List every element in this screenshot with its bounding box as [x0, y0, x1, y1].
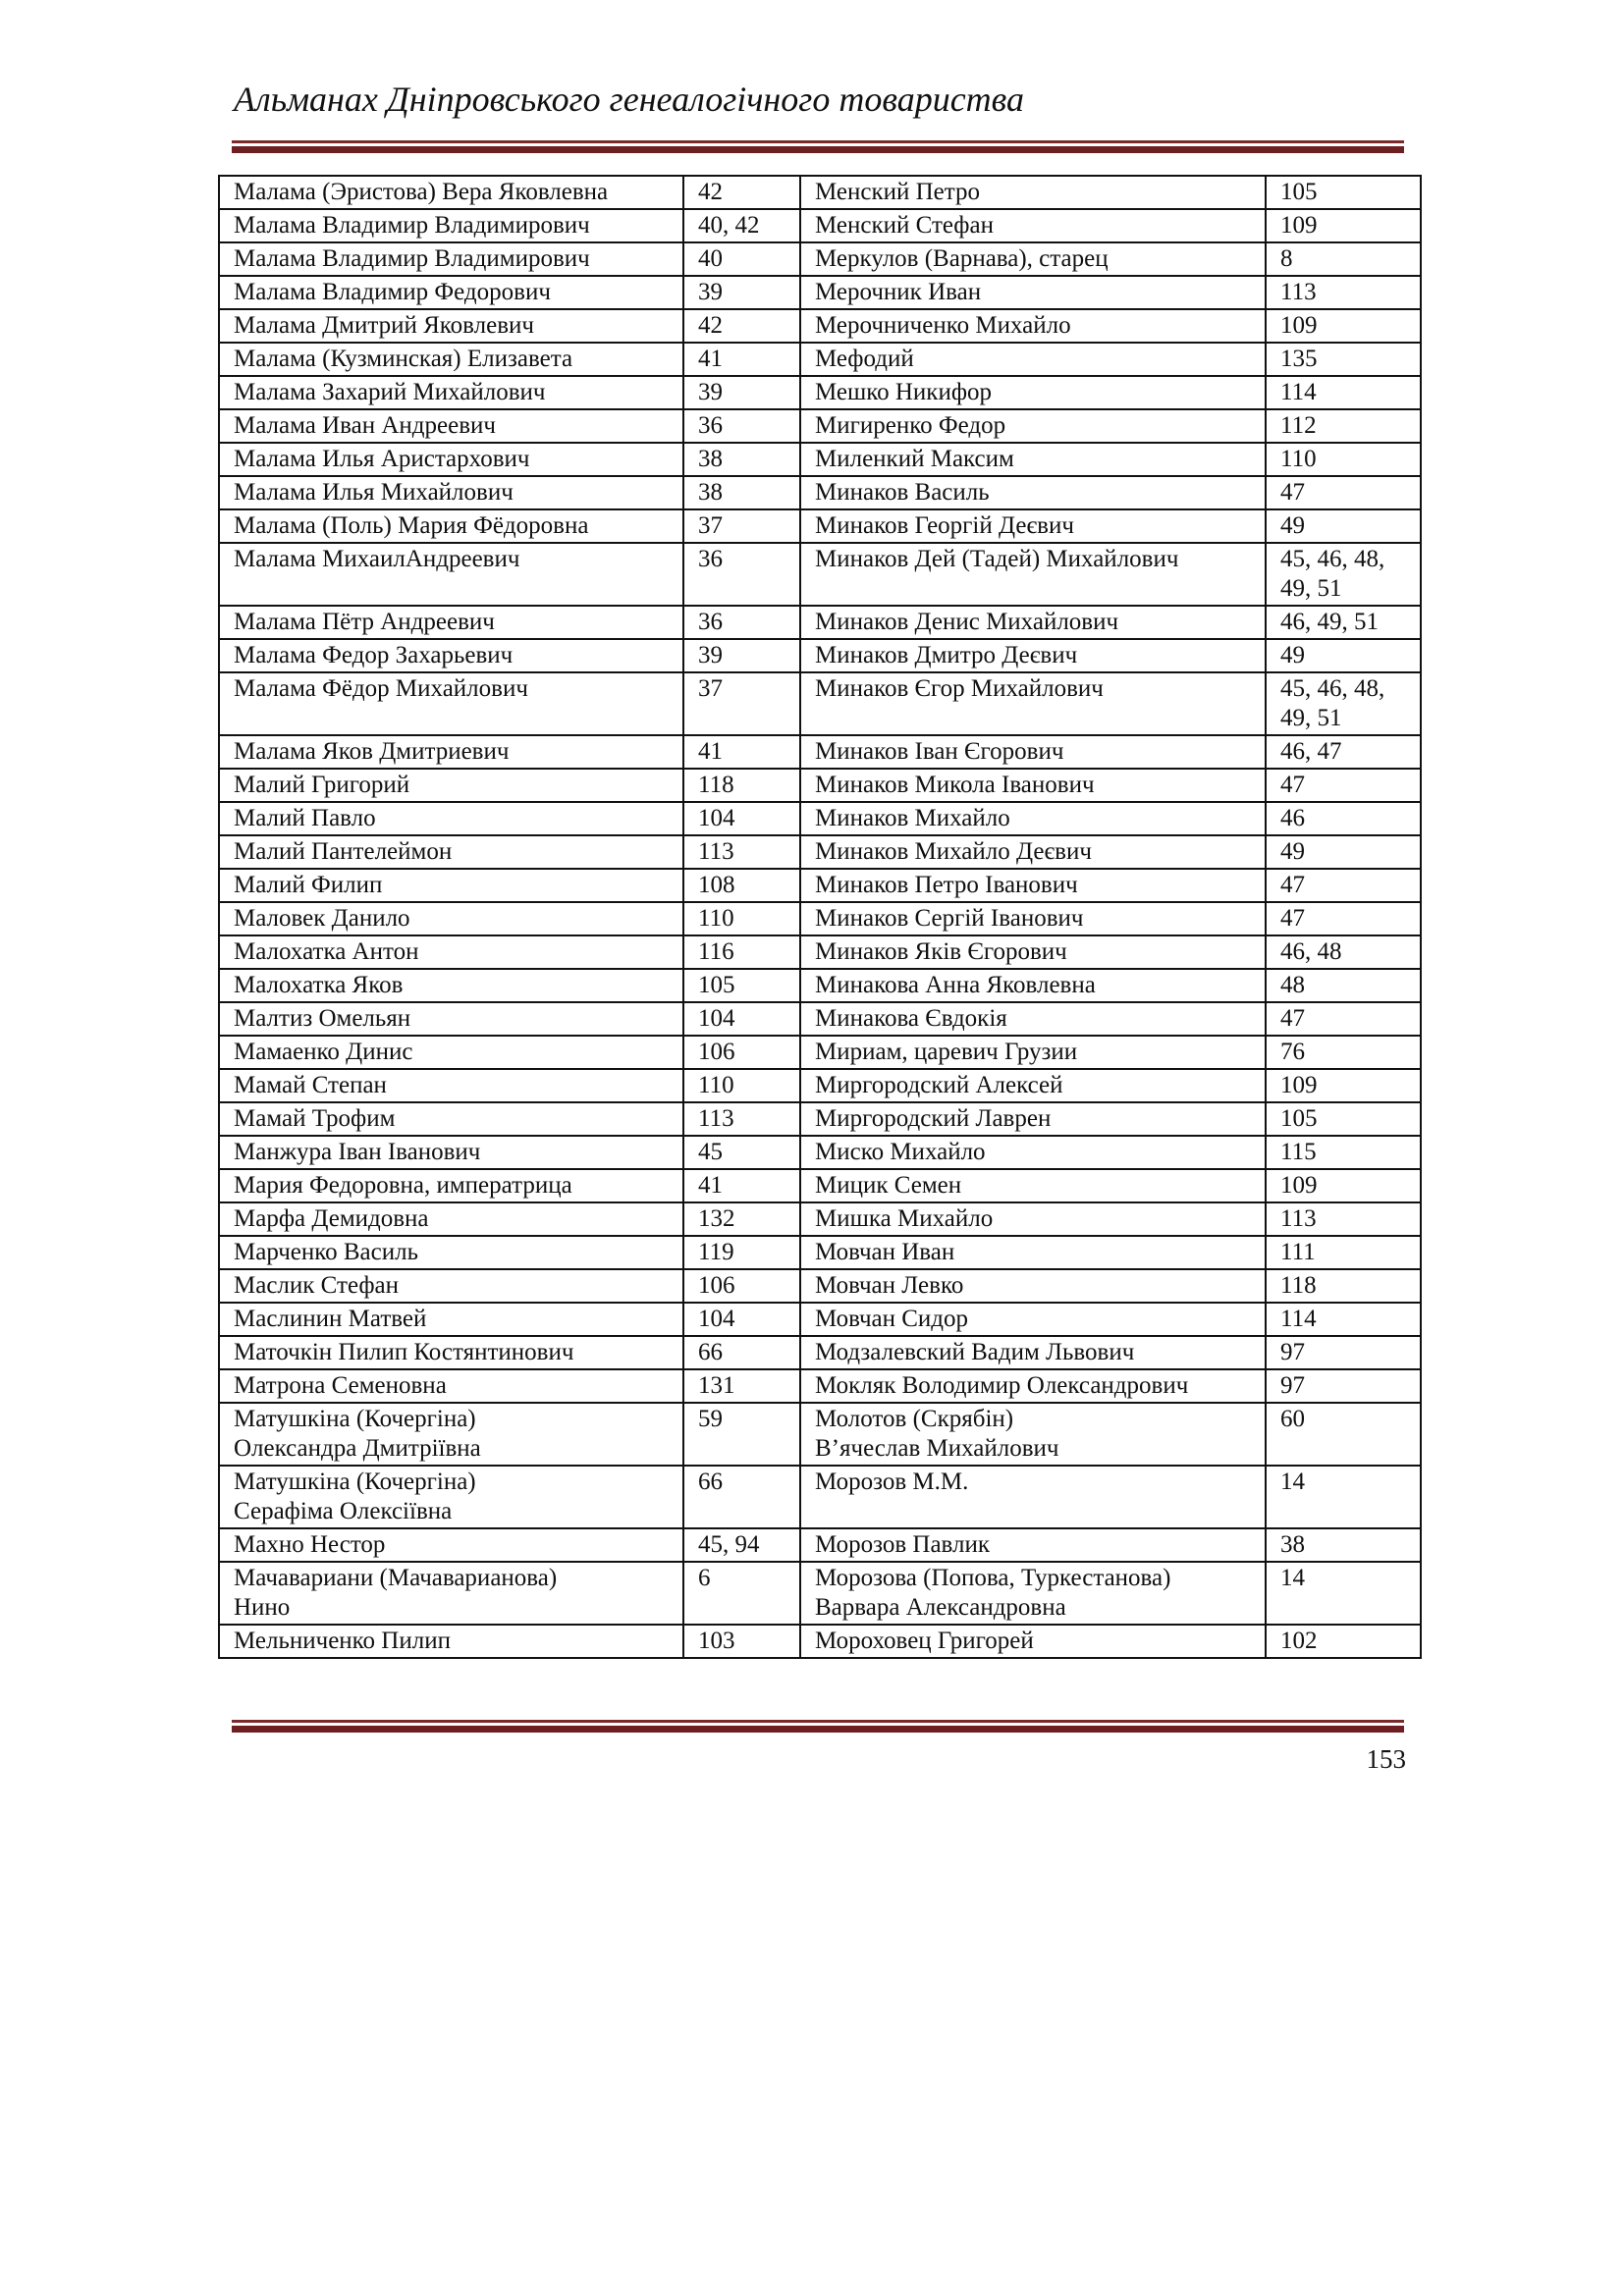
index-name-cell: Маточкін Пилип Костянтинович — [219, 1336, 683, 1369]
index-pages-cell: 119 — [683, 1236, 800, 1269]
table-row — [219, 1102, 1421, 1136]
table-row — [219, 409, 1421, 443]
table-row — [219, 835, 1421, 869]
index-name-cell: Морозов М.М. — [800, 1466, 1266, 1528]
index-pages-cell: 109 — [1266, 1069, 1421, 1102]
index-name-cell: Минакова Анна Яковлевна — [800, 969, 1266, 1002]
index-pages-cell: 113 — [1266, 1202, 1421, 1236]
index-name-cell: Маслинин Матвей — [219, 1303, 683, 1336]
index-pages-cell: 36 — [683, 409, 800, 443]
index-name-cell: Малама (Эристова) Вера Яковлевна — [219, 176, 683, 209]
table-row — [219, 1202, 1421, 1236]
index-pages-cell: 104 — [683, 1002, 800, 1036]
index-pages-cell: 66 — [683, 1336, 800, 1369]
index-pages-cell: 106 — [683, 1269, 800, 1303]
index-name-cell: Мириам, царевич Грузии — [800, 1036, 1266, 1069]
table-row — [219, 1369, 1421, 1403]
index-name-cell: Маловек Данило — [219, 902, 683, 935]
index-name-cell: Минаков Дмитро Деєвич — [800, 639, 1266, 672]
index-name-cell: Минаков Петро Іванович — [800, 869, 1266, 902]
index-pages-cell: 45, 46, 48, 49, 51 — [1266, 672, 1421, 735]
table-row — [219, 606, 1421, 639]
index-pages-cell: 108 — [683, 869, 800, 902]
index-pages-cell: 113 — [683, 1102, 800, 1136]
index-pages-cell: 116 — [683, 935, 800, 969]
index-pages-cell: 111 — [1266, 1236, 1421, 1269]
index-name-cell: Минаков Василь — [800, 476, 1266, 509]
index-pages-cell: 38 — [683, 443, 800, 476]
index-pages-cell: 97 — [1266, 1369, 1421, 1403]
index-name-cell: Малама Владимир Владимирович — [219, 209, 683, 242]
index-pages-cell: 132 — [683, 1202, 800, 1236]
table-row — [219, 543, 1421, 606]
index-name-cell: Мефодий — [800, 343, 1266, 376]
index-name-cell: Мельниченко Пилип — [219, 1625, 683, 1658]
index-name-cell: Минаков Михайло — [800, 802, 1266, 835]
index-pages-cell: 59 — [683, 1403, 800, 1466]
index-pages-cell: 46, 48 — [1266, 935, 1421, 969]
index-pages-cell: 38 — [1266, 1528, 1421, 1562]
index-pages-cell: 14 — [1266, 1562, 1421, 1625]
table-row — [219, 1528, 1421, 1562]
index-pages-cell: 37 — [683, 672, 800, 735]
index-pages-cell: 46, 49, 51 — [1266, 606, 1421, 639]
index-pages-cell: 42 — [683, 309, 800, 343]
index-pages-cell: 110 — [683, 902, 800, 935]
index-pages-cell: 39 — [683, 639, 800, 672]
table-row — [219, 476, 1421, 509]
table-row — [219, 1002, 1421, 1036]
index-pages-cell: 110 — [1266, 443, 1421, 476]
index-pages-cell: 41 — [683, 343, 800, 376]
index-name-cell: Мамаенко Динис — [219, 1036, 683, 1069]
index-name-cell: Менский Петро — [800, 176, 1266, 209]
index-pages-cell: 109 — [1266, 209, 1421, 242]
index-name-cell: Матушкіна (Кочергіна) Олександра Дмитріївна — [219, 1403, 683, 1466]
index-pages-cell: 105 — [1266, 1102, 1421, 1136]
index-pages-cell: 66 — [683, 1466, 800, 1528]
index-pages-cell: 41 — [683, 1169, 800, 1202]
index-pages-cell: 104 — [683, 802, 800, 835]
index-name-cell: Минаков Сергій Іванович — [800, 902, 1266, 935]
index-pages-cell: 114 — [1266, 1303, 1421, 1336]
index-name-cell: Мовчан Левко — [800, 1269, 1266, 1303]
index-name-cell: Мачавариани (Мачаварианова) Нино — [219, 1562, 683, 1625]
index-name-cell: Малама МихаилАндреевич — [219, 543, 683, 606]
table-row — [219, 1403, 1421, 1466]
index-name-cell: Маслик Стефан — [219, 1269, 683, 1303]
index-pages-cell: 97 — [1266, 1336, 1421, 1369]
index-pages-cell: 109 — [1266, 1169, 1421, 1202]
table-row — [219, 1069, 1421, 1102]
table-row — [219, 1303, 1421, 1336]
index-name-cell: Мария Федоровна, императрица — [219, 1169, 683, 1202]
index-pages-cell: 49 — [1266, 509, 1421, 543]
index-pages-cell: 118 — [1266, 1269, 1421, 1303]
index-pages-cell: 102 — [1266, 1625, 1421, 1658]
table-row — [219, 509, 1421, 543]
index-name-cell: Махно Нестор — [219, 1528, 683, 1562]
index-pages-cell: 49 — [1266, 639, 1421, 672]
index-name-cell: Мокляк Володимир Олександрович — [800, 1369, 1266, 1403]
index-pages-cell: 135 — [1266, 343, 1421, 376]
index-name-cell: Меркулов (Варнава), старец — [800, 242, 1266, 276]
index-name-cell: Миско Михайло — [800, 1136, 1266, 1169]
index-pages-cell: 37 — [683, 509, 800, 543]
table-row — [219, 935, 1421, 969]
index-pages-cell: 42 — [683, 176, 800, 209]
index-pages-cell: 6 — [683, 1562, 800, 1625]
index-name-cell: Мамай Степан — [219, 1069, 683, 1102]
index-name-cell: Мерочниченко Михайло — [800, 309, 1266, 343]
index-name-cell: Миргородский Лаврен — [800, 1102, 1266, 1136]
index-pages-cell: 104 — [683, 1303, 800, 1336]
index-pages-cell: 114 — [1266, 376, 1421, 409]
table-row — [219, 1625, 1421, 1658]
index-name-cell: Малий Филип — [219, 869, 683, 902]
index-name-cell: Минаков Георгій Деєвич — [800, 509, 1266, 543]
index-name-cell: Минаков Єгор Михайлович — [800, 672, 1266, 735]
index-name-cell: Малий Павло — [219, 802, 683, 835]
table-row — [219, 1466, 1421, 1528]
index-name-cell: Мерочник Иван — [800, 276, 1266, 309]
index-name-cell: Малама (Поль) Мария Фёдоровна — [219, 509, 683, 543]
index-name-cell: Малама Фёдор Михайлович — [219, 672, 683, 735]
index-name-cell: Минаков Яків Єгорович — [800, 935, 1266, 969]
table-row — [219, 276, 1421, 309]
index-pages-cell: 60 — [1266, 1403, 1421, 1466]
index-name-cell: Мовчан Иван — [800, 1236, 1266, 1269]
index-pages-cell: 113 — [1266, 276, 1421, 309]
index-pages-cell: 105 — [1266, 176, 1421, 209]
table-row — [219, 1562, 1421, 1625]
index-name-cell: Миленкий Максим — [800, 443, 1266, 476]
index-name-cell: Мицик Семен — [800, 1169, 1266, 1202]
index-pages-cell: 103 — [683, 1625, 800, 1658]
index-name-cell: Минакова Євдокія — [800, 1002, 1266, 1036]
index-pages-cell: 47 — [1266, 1002, 1421, 1036]
table-row — [219, 1269, 1421, 1303]
table-row — [219, 242, 1421, 276]
index-name-cell: Миргородский Алексей — [800, 1069, 1266, 1102]
table-row — [219, 1036, 1421, 1069]
table-row — [219, 969, 1421, 1002]
table-row — [219, 443, 1421, 476]
index-name-cell: Модзалевский Вадим Львович — [800, 1336, 1266, 1369]
index-name-cell: Малама Пётр Андреевич — [219, 606, 683, 639]
table-row — [219, 639, 1421, 672]
name-index-body — [219, 176, 1421, 1658]
index-pages-cell: 14 — [1266, 1466, 1421, 1528]
page-number: 153 — [1366, 1744, 1406, 1774]
table-row — [219, 309, 1421, 343]
index-pages-cell: 47 — [1266, 769, 1421, 802]
index-pages-cell: 36 — [683, 606, 800, 639]
name-index-table — [218, 175, 1422, 1659]
index-name-cell: Мамай Трофим — [219, 1102, 683, 1136]
table-row — [219, 1236, 1421, 1269]
index-name-cell: Морозова (Попова, Туркестанова) Варвара Александровна — [800, 1562, 1266, 1625]
index-name-cell: Менский Стефан — [800, 209, 1266, 242]
header-divider — [232, 140, 1404, 153]
table-row — [219, 376, 1421, 409]
table-row — [219, 769, 1421, 802]
index-pages-cell: 41 — [683, 735, 800, 769]
index-name-cell: Морозов Павлик — [800, 1528, 1266, 1562]
index-name-cell: Малий Григорий — [219, 769, 683, 802]
index-pages-cell: 115 — [1266, 1136, 1421, 1169]
index-pages-cell: 36 — [683, 543, 800, 606]
index-name-cell: Малама Илья Аристархович — [219, 443, 683, 476]
table-row — [219, 343, 1421, 376]
table-row — [219, 1169, 1421, 1202]
table-row — [219, 672, 1421, 735]
index-name-cell: Малий Пантелеймон — [219, 835, 683, 869]
table-row — [219, 902, 1421, 935]
index-name-cell: Малама Владимир Владимирович — [219, 242, 683, 276]
index-pages-cell: 45, 46, 48, 49, 51 — [1266, 543, 1421, 606]
index-name-cell: Мешко Никифор — [800, 376, 1266, 409]
index-pages-cell: 8 — [1266, 242, 1421, 276]
index-name-cell: Минаков Дей (Тадей) Михайлович — [800, 543, 1266, 606]
table-row — [219, 735, 1421, 769]
index-pages-cell: 49 — [1266, 835, 1421, 869]
index-name-cell: Малтиз Омельян — [219, 1002, 683, 1036]
index-pages-cell: 45 — [683, 1136, 800, 1169]
index-name-cell: Малама Захарий Михайлович — [219, 376, 683, 409]
index-name-cell: Малама Иван Андреевич — [219, 409, 683, 443]
index-pages-cell: 48 — [1266, 969, 1421, 1002]
index-name-cell: Молотов (Скрябін) В’ячеслав Михайлович — [800, 1403, 1266, 1466]
index-name-cell: Мигиренко Федор — [800, 409, 1266, 443]
index-pages-cell: 110 — [683, 1069, 800, 1102]
index-name-cell: Малама Владимир Федорович — [219, 276, 683, 309]
index-pages-cell: 109 — [1266, 309, 1421, 343]
index-name-cell: Мовчан Сидор — [800, 1303, 1266, 1336]
index-name-cell: Малама (Кузминская) Елизавета — [219, 343, 683, 376]
index-pages-cell: 131 — [683, 1369, 800, 1403]
index-name-cell: Марченко Василь — [219, 1236, 683, 1269]
index-name-cell: Малама Яков Дмитриевич — [219, 735, 683, 769]
index-pages-cell: 118 — [683, 769, 800, 802]
index-pages-cell: 40 — [683, 242, 800, 276]
index-pages-cell: 45, 94 — [683, 1528, 800, 1562]
index-name-cell: Малама Дмитрий Яковлевич — [219, 309, 683, 343]
index-pages-cell: 47 — [1266, 476, 1421, 509]
index-name-cell: Малохатка Антон — [219, 935, 683, 969]
index-pages-cell: 47 — [1266, 902, 1421, 935]
index-name-cell: Мороховец Григорей — [800, 1625, 1266, 1658]
index-pages-cell: 76 — [1266, 1036, 1421, 1069]
index-pages-cell: 105 — [683, 969, 800, 1002]
index-pages-cell: 46, 47 — [1266, 735, 1421, 769]
footer-divider — [232, 1720, 1404, 1733]
index-name-cell: Минаков Михайло Деєвич — [800, 835, 1266, 869]
table-row — [219, 802, 1421, 835]
index-name-cell: Минаков Микола Іванович — [800, 769, 1266, 802]
index-pages-cell: 113 — [683, 835, 800, 869]
index-pages-cell: 39 — [683, 276, 800, 309]
running-header-title: Альманах Дніпровського генеалогічного товариства — [234, 80, 1025, 119]
index-name-cell: Манжура Іван Іванович — [219, 1136, 683, 1169]
table-row — [219, 1336, 1421, 1369]
index-pages-cell: 40, 42 — [683, 209, 800, 242]
index-pages-cell: 39 — [683, 376, 800, 409]
index-pages-cell: 106 — [683, 1036, 800, 1069]
index-name-cell: Малама Илья Михайлович — [219, 476, 683, 509]
table-row — [219, 869, 1421, 902]
index-name-cell: Минаков Іван Єгорович — [800, 735, 1266, 769]
index-name-cell: Мишка Михайло — [800, 1202, 1266, 1236]
index-name-cell: Малама Федор Захарьевич — [219, 639, 683, 672]
index-pages-cell: 47 — [1266, 869, 1421, 902]
index-pages-cell: 46 — [1266, 802, 1421, 835]
table-row — [219, 1136, 1421, 1169]
index-name-cell: Минаков Денис Михайлович — [800, 606, 1266, 639]
index-name-cell: Матрона Семеновна — [219, 1369, 683, 1403]
index-name-cell: Марфа Демидовна — [219, 1202, 683, 1236]
index-pages-cell: 112 — [1266, 409, 1421, 443]
index-name-cell: Малохатка Яков — [219, 969, 683, 1002]
table-row — [219, 209, 1421, 242]
table-row — [219, 176, 1421, 209]
index-pages-cell: 38 — [683, 476, 800, 509]
index-name-cell: Матушкіна (Кочергіна) Серафіма Олексіївна — [219, 1466, 683, 1528]
